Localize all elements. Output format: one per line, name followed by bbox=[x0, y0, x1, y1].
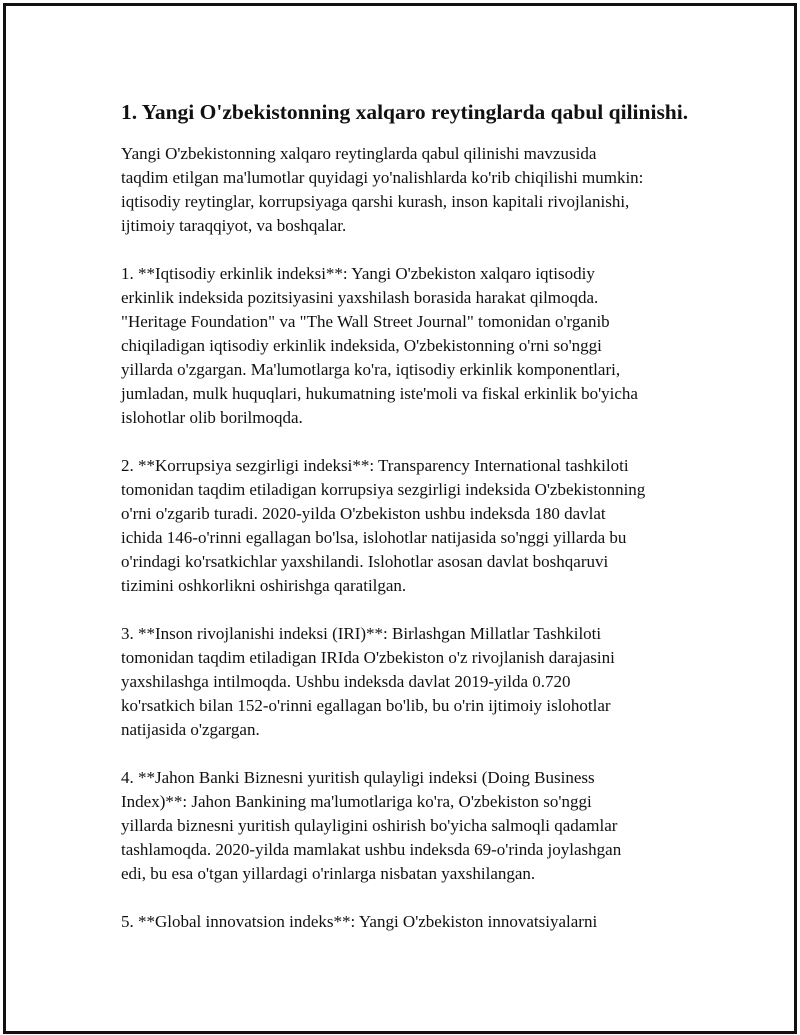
paragraph-line: ichida 146-o'rinni egallagan bo'lsa, islohotlar natijasida so'nggi yillarda bu bbox=[121, 528, 627, 547]
paragraph-line: tashlamoqda. 2020-yilda mamlakat ushbu indeksda 69-o'rinda joylashgan bbox=[121, 840, 622, 859]
paragraph-line: 5. **Global innovatsion indeks**: Yangi O'zbekiston innovatsiyalarni bbox=[121, 912, 598, 931]
paragraph bbox=[121, 766, 701, 886]
paragraph-line: tomonidan taqdim etiladigan IRIda O'zbekiston o'z rivojlanish darajasini bbox=[121, 648, 615, 667]
paragraph bbox=[121, 622, 701, 742]
paragraph-list bbox=[121, 142, 701, 934]
paragraph-line: taqdim etilgan ma'lumotlar quyidagi yo'nalishlarda ko'rib chiqilishi mumkin: bbox=[121, 168, 644, 187]
paragraph-line: ko'rsatkich bilan 152-o'rinni egallagan bo'lib, bu o'rin ijtimoiy islohotlar bbox=[121, 696, 611, 715]
paragraph-line: natijasida o'zgargan. bbox=[121, 720, 260, 739]
paragraph-line: islohotlar olib borilmoqda. bbox=[121, 408, 303, 427]
paragraph-line: 4. **Jahon Banki Biznesni yuritish qulayligi indeksi (Doing Business bbox=[121, 768, 595, 787]
paragraph-line: Yangi O'zbekistonning xalqaro reytinglarda qabul qilinishi mavzusida bbox=[121, 144, 597, 163]
paragraph-line: Index)**: Jahon Bankining ma'lumotlariga ko'ra, O'zbekiston so'nggi bbox=[121, 792, 592, 811]
paragraph bbox=[121, 454, 701, 598]
document-title: 1. Yangi O'zbekistonning xalqaro reytinglarda qabul qilinishi. bbox=[121, 100, 689, 124]
paragraph-line: yillarda o'zgargan. Ma'lumotlarga ko'ra, iqtisodiy erkinlik komponentlari, bbox=[121, 360, 621, 379]
paragraph bbox=[121, 142, 701, 238]
paragraph bbox=[121, 910, 701, 934]
paragraph-line: 1. **Iqtisodiy erkinlik indeksi**: Yangi O'zbekiston xalqaro iqtisodiy bbox=[121, 264, 595, 283]
paragraph bbox=[121, 262, 701, 430]
paragraph-line: tomonidan taqdim etiladigan korrupsiya sezgirligi indeksida O'zbekistonning bbox=[121, 480, 646, 499]
paragraph-line: chiqiladigan iqtisodiy erkinlik indeksida, O'zbekistonning o'rni so'nggi bbox=[121, 336, 602, 355]
paragraph-line: yillarda biznesni yuritish qulayligini oshirish bo'yicha salmoqli qadamlar bbox=[121, 816, 618, 835]
page bbox=[3, 3, 797, 1034]
paragraph-line: o'rindagi ko'rsatkichlar yaxshilandi. Islohotlar asosan davlat boshqaruvi bbox=[121, 552, 609, 571]
paragraph-line: 3. **Inson rivojlanishi indeksi (IRI)**: Birlashgan Millatlar Tashkiloti bbox=[121, 624, 602, 643]
paragraph-line: tizimini oshkorlikni oshirishga qaratilgan. bbox=[121, 576, 407, 595]
paragraph-line: o'rni o'zgarib turadi. 2020-yilda O'zbekiston ushbu indeksda 180 davlat bbox=[121, 504, 606, 523]
paragraph-line: 2. **Korrupsiya sezgirligi indeksi**: Transparency International tashkiloti bbox=[121, 456, 629, 475]
paragraph-line: yaxshilashga intilmoqda. Ushbu indeksda davlat 2019-yilda 0.720 bbox=[121, 672, 571, 691]
document-body bbox=[121, 98, 701, 958]
paragraph-line: iqtisodiy reytinglar, korrupsiyaga qarshi kurash, inson kapitali rivojlanishi, bbox=[121, 192, 630, 211]
paragraph-line: jumladan, mulk huquqlari, hukumatning iste'moli va fiskal erkinlik bo'yicha bbox=[121, 384, 638, 403]
paragraph-line: ijtimoiy taraqqiyot, va boshqalar. bbox=[121, 216, 347, 235]
paragraph-line: erkinlik indeksida pozitsiyasini yaxshilash borasida harakat qilmoqda. bbox=[121, 288, 599, 307]
paragraph-line: "Heritage Foundation" va "The Wall Street Journal" tomonidan o'rganib bbox=[121, 312, 610, 331]
paragraph-line: edi, bu esa o'tgan yillardagi o'rinlarga nisbatan yaxshilangan. bbox=[121, 864, 536, 883]
